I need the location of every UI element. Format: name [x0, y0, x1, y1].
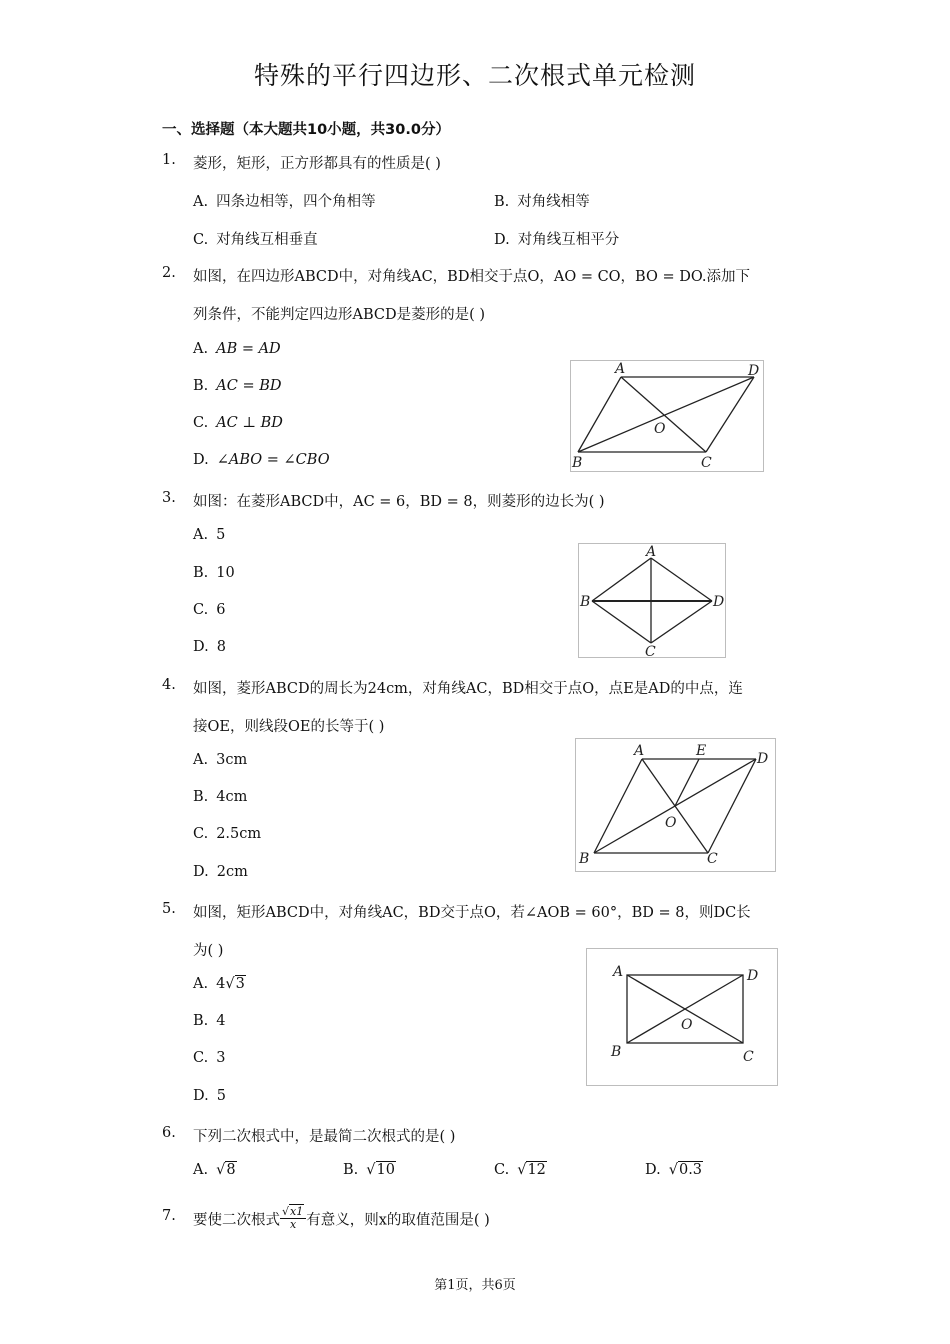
- question-number: 3.: [162, 490, 176, 506]
- radicand: 12: [527, 1162, 546, 1178]
- option-text: 8: [216, 639, 226, 655]
- option-text: 5: [216, 527, 226, 543]
- option-letter: B.: [193, 378, 209, 394]
- question-number: 1.: [162, 152, 176, 168]
- question-text-line-2: 列条件，不能判定四边形ABCD是菱形的是( ): [193, 307, 486, 323]
- fraction-expression: [280, 1206, 306, 1231]
- option-letter: A.: [193, 527, 209, 543]
- option-text: 6: [216, 602, 226, 618]
- figure-parallelogram: [570, 360, 764, 472]
- question-text: 下列二次根式中，是最简二次根式的是( ): [193, 1129, 456, 1145]
- vertex-label-c: C: [707, 851, 718, 867]
- option-letter: D.: [193, 864, 209, 880]
- option-letter: D.: [494, 232, 510, 248]
- question-text-line-1: 如图，菱形ABCD的周长为24cm，对角线AC，BD相交于点O，点E是AD的中点，连: [193, 681, 743, 697]
- option-c[interactable]: [193, 826, 261, 842]
- vertex-label-d: D: [713, 594, 725, 610]
- point-label-o: O: [665, 815, 677, 831]
- option-letter: C.: [193, 602, 209, 618]
- vertex-label-a: A: [613, 964, 624, 980]
- fraction-denominator: x: [290, 1218, 297, 1231]
- option-letter: D.: [193, 1088, 209, 1104]
- sqrt-expression: √12: [517, 1162, 546, 1178]
- option-letter: B.: [494, 194, 510, 210]
- option-text: AC ⊥ BD: [216, 415, 283, 431]
- vertex-label-b: B: [580, 594, 591, 610]
- sqrt-expression: √0.3: [668, 1162, 703, 1178]
- option-letter: A.: [193, 752, 209, 768]
- option-b[interactable]: [343, 1162, 396, 1178]
- option-d[interactable]: [193, 452, 330, 468]
- option-d[interactable]: [494, 228, 619, 249]
- question-text-before: 要使二次根式: [193, 1212, 280, 1229]
- page-title: 特殊的平行四边形、二次根式单元检测: [253, 61, 696, 90]
- option-b[interactable]: [193, 1013, 226, 1029]
- option-text: AC = BD: [216, 378, 282, 394]
- radicand: 3: [235, 976, 245, 992]
- option-d[interactable]: [645, 1162, 703, 1178]
- question-number: 6.: [162, 1125, 176, 1141]
- option-letter: B.: [193, 565, 209, 581]
- point-label-e: E: [696, 743, 707, 759]
- option-letter: D.: [193, 452, 209, 468]
- page-footer: 第1页，共6页: [434, 1278, 516, 1293]
- option-c[interactable]: [193, 602, 225, 618]
- option-letter: B.: [343, 1162, 359, 1178]
- figure-rhombus-midpoint: [575, 738, 776, 872]
- option-c[interactable]: [193, 1050, 225, 1066]
- option-letter: B.: [193, 789, 209, 805]
- option-text: 对角线互相平分: [517, 232, 620, 248]
- option-letter: C.: [494, 1162, 510, 1178]
- question-number: 5.: [162, 901, 176, 917]
- option-letter: D.: [645, 1162, 661, 1178]
- fraction-numerator: √x1: [280, 1206, 306, 1219]
- option-d[interactable]: [193, 639, 226, 655]
- figure-rhombus: [578, 543, 726, 658]
- option-text: ∠ABO = ∠CBO: [216, 452, 330, 468]
- option-a[interactable]: [193, 752, 247, 768]
- option-b[interactable]: [193, 378, 281, 394]
- radicand: 10: [376, 1162, 395, 1178]
- vertex-label-a: A: [615, 361, 626, 377]
- question-number: 4.: [162, 677, 176, 693]
- option-letter: A.: [193, 194, 209, 210]
- option-d[interactable]: [193, 864, 248, 880]
- option-a[interactable]: [193, 190, 376, 211]
- vertex-label-a: A: [646, 544, 657, 560]
- radicand: x1: [290, 1205, 304, 1218]
- vertex-label-a: A: [634, 743, 645, 759]
- option-b[interactable]: [494, 190, 590, 211]
- option-text: 4: [216, 1013, 226, 1029]
- option-c[interactable]: [193, 415, 283, 431]
- option-text: 5: [216, 1088, 226, 1104]
- option-c[interactable]: [494, 1162, 547, 1178]
- question-text: [193, 1205, 490, 1233]
- question-number: 2.: [162, 265, 176, 281]
- question-text-line-2: 为( ): [193, 943, 224, 959]
- question-text-after: 有意义，则x的取值范围是( ): [306, 1212, 490, 1229]
- option-letter: C.: [193, 826, 209, 842]
- vertex-label-d: D: [748, 363, 760, 379]
- option-letter: A.: [193, 1162, 209, 1178]
- point-label-o: O: [681, 1017, 693, 1033]
- vertex-label-b: B: [611, 1044, 622, 1060]
- option-letter: B.: [193, 1013, 209, 1029]
- option-d[interactable]: [193, 1088, 226, 1104]
- vertex-label-d: D: [757, 751, 769, 767]
- option-text: 对角线互相垂直: [216, 232, 318, 248]
- option-c[interactable]: [193, 228, 318, 249]
- section-heading: 一、选择题（本大题共10小题，共30.0分）: [162, 122, 450, 138]
- option-a[interactable]: [193, 527, 225, 543]
- question-number: 7.: [162, 1208, 176, 1224]
- question-text: 如图：在菱形ABCD中，AC = 6，BD = 8，则菱形的边长为( ): [193, 494, 605, 510]
- option-text: 2.5cm: [216, 826, 262, 842]
- option-text: 10: [216, 565, 235, 581]
- vertex-label-d: D: [747, 968, 759, 984]
- question-text-line-1: 如图，矩形ABCD中，对角线AC，BD交于点O，若∠AOB = 60°，BD = 8，则DC长: [193, 905, 751, 921]
- option-text: 3cm: [216, 752, 248, 768]
- question-text-line-2: 接OE，则线段OE的长等于( ): [193, 719, 385, 735]
- option-a[interactable]: [193, 1162, 237, 1178]
- option-b[interactable]: [193, 565, 235, 581]
- question-text-line-1: 如图，在四边形ABCD中，对角线AC，BD相交于点O，AO = CO，BO = DO.添加下: [193, 269, 751, 285]
- radicand: 0.3: [678, 1162, 703, 1178]
- radicand: 8: [226, 1162, 236, 1178]
- option-b[interactable]: [193, 789, 247, 805]
- question-text: 菱形，矩形，正方形都具有的性质是( ): [193, 156, 441, 172]
- vertex-label-b: B: [579, 851, 590, 867]
- option-letter: C.: [193, 1050, 209, 1066]
- option-text: AB = AD: [216, 341, 281, 357]
- option-letter: C.: [193, 232, 209, 248]
- option-letter: A.: [193, 976, 209, 992]
- option-text: 4cm: [216, 789, 248, 805]
- sqrt-expression: √3: [225, 976, 245, 992]
- option-letter: C.: [193, 415, 209, 431]
- sqrt-expression: √10: [366, 1162, 395, 1178]
- option-letter: A.: [193, 341, 209, 357]
- option-a[interactable]: [193, 341, 281, 357]
- option-letter: D.: [193, 639, 209, 655]
- vertex-label-o: O: [654, 421, 666, 437]
- option-a[interactable]: [193, 976, 246, 992]
- vertex-label-c: C: [701, 455, 712, 471]
- option-text: 对角线相等: [517, 194, 590, 210]
- option-text: 2cm: [216, 864, 248, 880]
- vertex-label-b: B: [572, 455, 583, 471]
- option-text: 3: [216, 1050, 226, 1066]
- option-coefficient: 4: [216, 976, 226, 992]
- option-text: 四条边相等，四个角相等: [216, 194, 376, 210]
- figure-rectangle: [586, 948, 778, 1086]
- vertex-label-c: C: [743, 1049, 754, 1065]
- vertex-label-c: C: [645, 644, 656, 657]
- sqrt-expression: √8: [216, 1162, 236, 1178]
